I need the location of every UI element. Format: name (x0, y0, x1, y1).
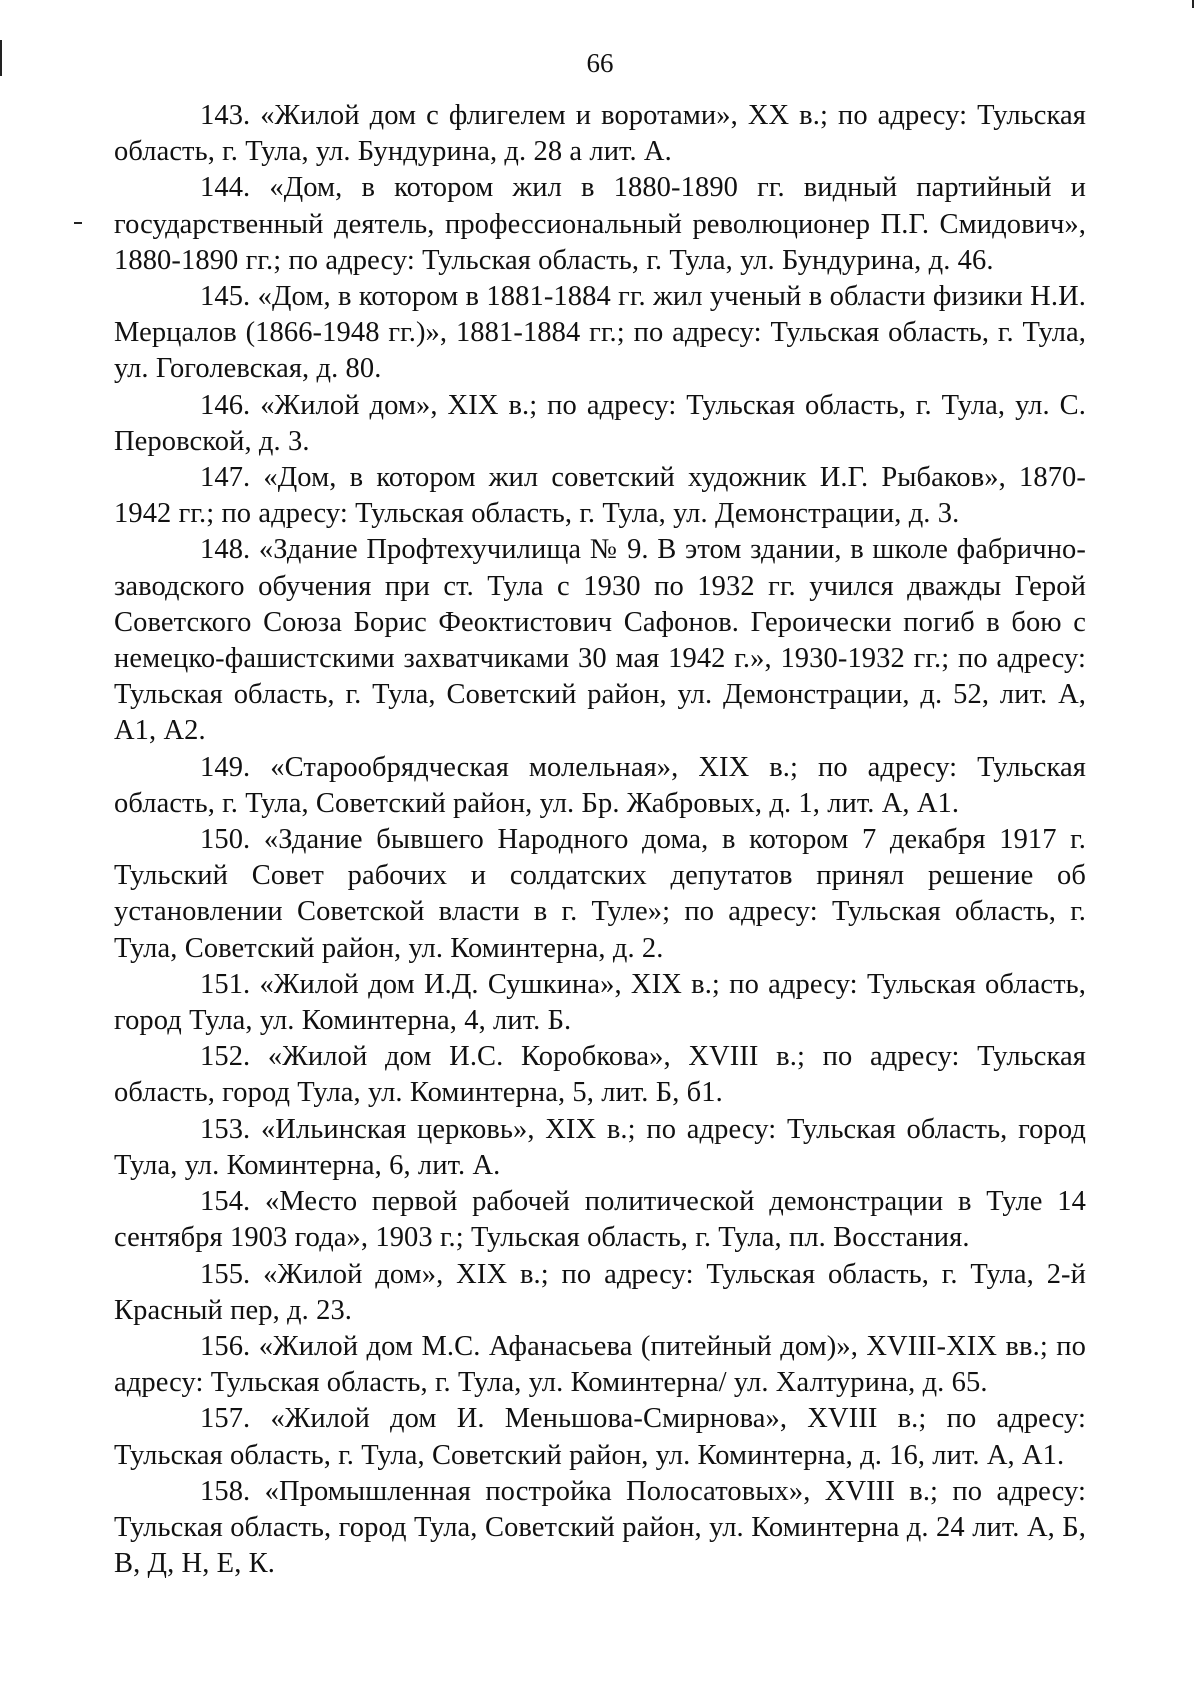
list-item: 154. «Место первой рабочей политической демонстрации в Туле 14 сентября 1903 года», 1903 г.; Тульская область, г. Тула, пл. Восстания. (114, 1186, 1086, 1254)
list-item: 151. «Жилой дом И.Д. Сушкина», XIX в.; по адресу: Тульская область, город Тула, ул. Коминтерна, 4, лит. Б. (114, 968, 1086, 1037)
list-item: 153. «Ильинская церковь», XIX в.; по адресу: Тульская область, город Тула, ул. Коминтерна, 6, лит. А. (114, 1113, 1086, 1181)
list-item: 149. «Старообрядческая молельная», XIX в.; по адресу: Тульская область, г. Тула, Советский район, ул. Бр. Жабровых, д. 1, лит. А, А1. (114, 751, 1086, 819)
list-item: 150. «Здание бывшего Народного дома, в котором 7 декабря 1917 г. Тульский Совет рабочих и солдатских депутатов принял решение об установлении Советской власти в г. Туле»; по адресу: Тульская область, г. Тула, Советский район, ул. Коминтерна, д. 2. (114, 824, 1086, 964)
list-item: 156. «Жилой дом М.С. Афанасьева (питейный дом)», XVIII-XIX вв.; по адресу: Тульская область, г. Тула, ул. Коминтерна/ ул. Халтурина, д. 65. (114, 1330, 1086, 1399)
page-number: 66 (586, 48, 614, 78)
scan-edge-mark (74, 222, 82, 224)
list-item: 145. «Дом, в котором в 1881-1884 гг. жил ученый в области физики Н.И. Мерцалов (1866-1948 гг.)», 1881-1884 гг.; по адресу: Тульская область, г. Тула, ул. Гоголевская, д. 80. (114, 281, 1086, 385)
scan-edge-mark (1192, 0, 1194, 8)
list-item: 157. «Жилой дом И. Меньшова-Смирнова», XVIII в.; по адресу: Тульская область, г. Тула, Советский район, ул. Коминтерна, д. 16, лит. А, А1. (114, 1403, 1086, 1471)
list-item: 158. «Промышленная постройка Полосатовых», XVIII в.; по адресу: Тульская область, город Тула, Советский район, ул. Коминтерна д. 24 лит. А, Б, В, Д, Н, Е, К. (114, 1475, 1086, 1580)
document-body (114, 98, 1086, 1582)
list-item: 146. «Жилой дом», XIX в.; по адресу: Тульская область, г. Тула, ул. С. Перовской, д. 3. (114, 389, 1086, 457)
list-item: 148. «Здание Профтехучилища № 9. В этом здании, в школе фабрично-заводского обучения при ст. Тула с 1930 по 1932 гг. учился дважды Герой Советского Союза Борис Феоктистович Сафонов. Героически погиб в бою с немецко-фашистскими захватчиками 30 мая 1942 г.», 1930-1932 гг.; по адресу: Тульская область, г. Тула, Советский район, ул. Демонстрации, д. 52, лит. А, А1, А2. (114, 534, 1086, 747)
list-item: 144. «Дом, в котором жил в 1880-1890 гг. видный партийный и государственный деятель, профессиональный революционер П.Г. Смидович», 1880-1890 гг.; по адресу: Тульская область, г. Тула, ул. Бундурина, д. 46. (114, 172, 1086, 276)
list-item: 152. «Жилой дом И.С. Коробкова», XVIII в.; по адресу: Тульская область, город Тула, ул. Коминтерна, 5, лит. Б, б1. (114, 1041, 1086, 1109)
list-item: 147. «Дом, в котором жил советский художник И.Г. Рыбаков», 1870-1942 гг.; по адресу: Тульская область, г. Тула, ул. Демонстрации, д. 3. (114, 462, 1086, 530)
list-item: 143. «Жилой дом с флигелем и воротами», XX в.; по адресу: Тульская область, г. Тула, ул. Бундурина, д. 28 а лит. А. (114, 100, 1086, 168)
list-item: 155. «Жилой дом», XIX в.; по адресу: Тульская область, г. Тула, 2-й Красный пер, д. 23. (114, 1258, 1086, 1326)
